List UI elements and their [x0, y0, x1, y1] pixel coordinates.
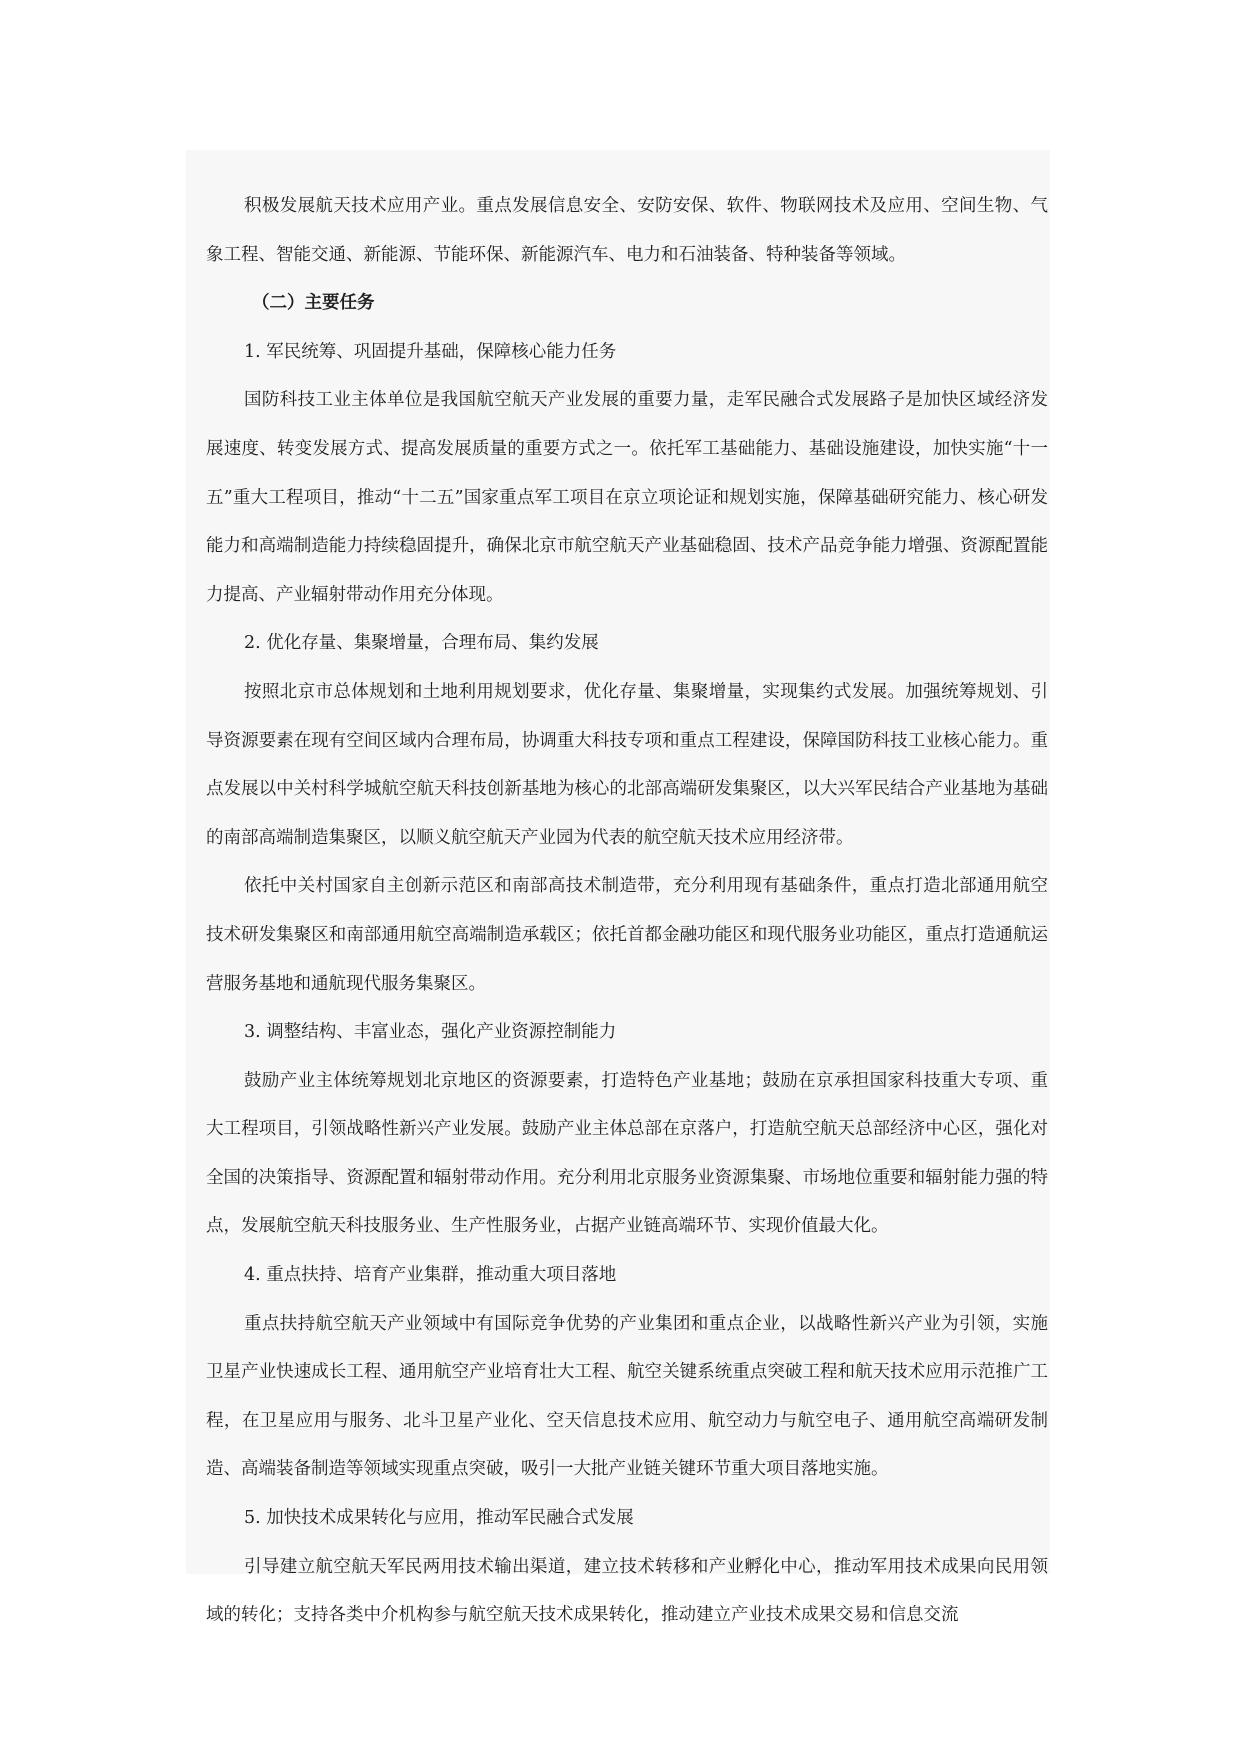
task-heading-5: 5. 加快技术成果转化与应用，推动军民融合式发展 — [244, 1508, 634, 1529]
paragraph-task-5: 引导建立航空航天军民两用技术输出渠道，建立技术转移和产业孵化中心，推动军用技术成果向民用领域的转化；支持各类中介机构参与航空航天技术成果转化，推动建立产业技术成果交易和信息交流 — [206, 1556, 1048, 1626]
paragraph-task-1: 国防科技工业主体单位是我国航空航天产业发展的重要力量，走军民融合式发展路子是加快区域经济发展速度、转变发展方式、提高发展质量的重要方式之一。依托军工基础能力、基础设施建设，加快实施“十一五”重大工程项目，推动“十二五”国家重点军工项目在京立项论证和规划实施，保障基础研究能力、核心研发能力和高端制造能力持续稳固提升，确保北京市航空航天产业基础稳固、技术产品竞争能力增强、资源配置能力提高、产业辐射带动作用充分体现。 — [206, 390, 1048, 605]
paragraph-task-2-planning: 按照北京市总体规划和土地利用规划要求，优化存量、集聚增量，实现集约式发展。加强统筹规划、引导资源要素在现有空间区域内合理布局，协调重大科技专项和重点工程建设，保障国防科技工业核心能力。重点发展以中关村科学城航空航天科技创新基地为核心的北部高端研发集聚区，以大兴军民结合产业基地为基础的南部高端制造集聚区，以顺义航空航天产业园为代表的航空航天技术应用经济带。 — [206, 681, 1048, 848]
task-heading-3: 3. 调整结构、丰富业态，强化产业资源控制能力 — [244, 1022, 617, 1043]
paragraph-task-4: 重点扶持航空航天产业领域中有国际竞争优势的产业集团和重点企业，以战略性新兴产业为引领，实施卫星产业快速成长工程、通用航空产业培育壮大工程、航空关键系统重点突破工程和航天技术应用示范推广工程，在卫星应用与服务、北斗卫星产业化、空天信息技术应用、航空动力与航空电子、通用航空高端研发制造、高端装备制造等领域实现重点突破，吸引一大批产业链关键环节重大项目落地实施。 — [206, 1313, 1048, 1480]
task-heading-2: 2. 优化存量、集聚增量，合理布局、集约发展 — [244, 633, 599, 654]
section-heading-main-tasks: （二）主要任务 — [252, 293, 375, 314]
task-heading-1: 1. 军民统筹、巩固提升基础，保障核心能力任务 — [244, 341, 617, 362]
paragraph-aerospace-applications: 积极发展航天技术应用产业。重点发展信息安全、安防安保、软件、物联网技术及应用、空间生物、气象工程、智能交通、新能源、节能环保、新能源汽车、电力和石油装备、特种装备等领域。 — [206, 196, 1048, 265]
paragraph-task-2-general-aviation: 依托中关村国家自主创新示范区和南部高技术制造带，充分利用现有基础条件，重点打造北部通用航空技术研发集聚区和南部通用航空高端制造承载区；依托首都金融功能区和现代服务业功能区，重点打造通航运营服务基地和通航现代服务集聚区。 — [206, 876, 1048, 994]
task-heading-4: 4. 重点扶持、培育产业集群，推动重大项目落地 — [244, 1265, 617, 1286]
document-body — [206, 182, 1048, 1640]
paragraph-task-3: 鼓励产业主体统筹规划北京地区的资源要素，打造特色产业基地；鼓励在京承担国家科技重大专项、重大工程项目，引领战略性新兴产业发展。鼓励产业主体总部在京落户，打造航空航天总部经济中心区，强化对全国的决策指导、资源配置和辐射带动作用。充分利用北京服务业资源集聚、市场地位重要和辐射能力强的特点，发展航空航天科技服务业、生产性服务业，占据产业链高端环节、实现价值最大化。 — [206, 1070, 1048, 1237]
